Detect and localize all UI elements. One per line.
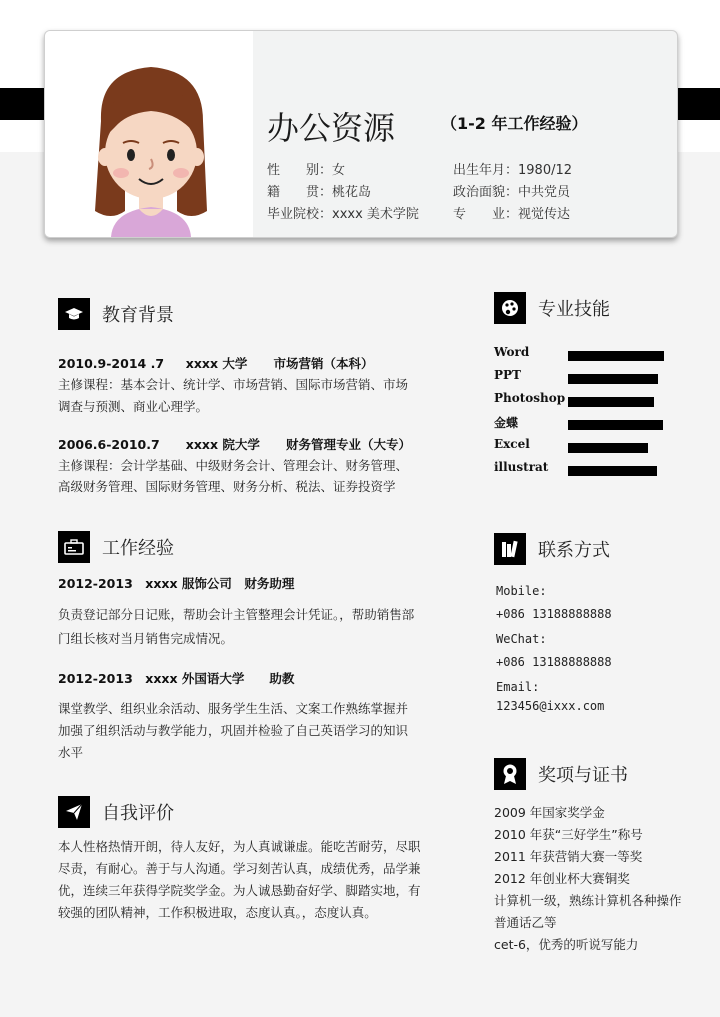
email-label: Email: bbox=[496, 680, 540, 694]
work-2-heading: 2012-2013 xxxx 外国语大学 助教 bbox=[58, 671, 295, 686]
avatar bbox=[45, 31, 253, 238]
skill-level-bar bbox=[568, 443, 648, 453]
native-row bbox=[267, 181, 371, 200]
skill-name: PPT bbox=[494, 368, 521, 382]
award-item-7: cet-6，优秀的听说写能力 bbox=[494, 937, 639, 952]
native-value: 桃花岛 bbox=[332, 185, 372, 200]
skill-row bbox=[494, 437, 674, 459]
self-eval-line-2: 尽责，有耐心。善于与人沟通。学习刻苦认真，成绩优秀，品学兼 bbox=[58, 861, 421, 876]
edu-1-line-2: 调查与预测、商业心理学。 bbox=[58, 399, 209, 414]
award-item-2: 2010 年获“三好学生”称号 bbox=[494, 827, 643, 842]
skill-name: illustrat bbox=[494, 460, 549, 474]
mobile-value: +086 13188888888 bbox=[496, 607, 612, 621]
skill-name: Word bbox=[494, 345, 530, 359]
graduation-cap-icon bbox=[58, 298, 90, 330]
award-item-1: 2009 年国家奖学金 bbox=[494, 805, 605, 820]
work-section-header bbox=[58, 531, 174, 563]
skills-section-header bbox=[494, 292, 610, 324]
self-eval-line-4: 较强的团队精神，工作积极进取，态度认真。，态度认真。 bbox=[58, 905, 377, 920]
email-value: 123456@ixxx.com bbox=[496, 699, 605, 713]
school-value: xxxx 美术学院 bbox=[332, 207, 419, 222]
self-eval-title: 自我评价 bbox=[102, 803, 174, 824]
skill-row bbox=[494, 460, 674, 482]
birth-label: 出生年月： bbox=[453, 163, 519, 178]
skill-name: Photoshop bbox=[494, 391, 566, 405]
major-label: 专 业： bbox=[453, 207, 519, 222]
work-1-line-2: 门组长核对当月销售完成情况。 bbox=[58, 631, 234, 646]
birth-value: 1980/12 bbox=[518, 163, 573, 178]
edu-1-line-1: 主修课程：基本会计、统计学、市场营销、国际市场营销、市场 bbox=[58, 377, 409, 392]
work-2-line-3: 水平 bbox=[58, 745, 84, 760]
work-1-line-1: 负责登记部分日记账，帮助会计主管整理会计凭证。，帮助销售部 bbox=[58, 607, 415, 622]
experience-years: （1-2 年工作经验） bbox=[441, 114, 588, 133]
medal-icon bbox=[494, 758, 526, 790]
work-2-line-1: 课堂教学、组织业余活动、服务学生生活、文案工作熟练掌握并 bbox=[58, 701, 409, 716]
wechat-value: +086 13188888888 bbox=[496, 655, 612, 669]
paper-plane-icon bbox=[58, 796, 90, 828]
award-item-4: 2012 年创业杯大赛铜奖 bbox=[494, 871, 630, 886]
skill-row bbox=[494, 368, 674, 390]
briefcase-icon bbox=[58, 531, 90, 563]
awards-section-header bbox=[494, 758, 628, 790]
award-item-6: 普通话乙等 bbox=[494, 915, 557, 930]
major-value: 视觉传达 bbox=[518, 207, 571, 222]
skill-name: 金蝶 bbox=[494, 416, 519, 430]
award-item-5: 计算机一级，熟练计算机各种操作 bbox=[494, 893, 682, 908]
political-value: 中共党员 bbox=[518, 185, 571, 200]
header-card bbox=[44, 30, 678, 238]
self-eval-line-1: 本人性格热情开朗，待人友好，为人真诚谦虚。能吃苦耐劳，尽职 bbox=[58, 839, 421, 854]
contact-section-header bbox=[494, 533, 610, 565]
major-row bbox=[453, 203, 570, 222]
skill-level-bar bbox=[568, 420, 663, 430]
school-row bbox=[267, 203, 419, 222]
edu-1-school: xxxx 大学 bbox=[185, 356, 248, 371]
skills-title: 专业技能 bbox=[538, 299, 610, 320]
gender-label: 性 别： bbox=[267, 163, 333, 178]
edu-1-major: 市场营销（本科） bbox=[273, 356, 374, 371]
political-row bbox=[453, 181, 570, 200]
work-title: 工作经验 bbox=[102, 538, 174, 559]
edu-2-major: 财务管理专业（大专） bbox=[286, 437, 412, 452]
skill-level-bar bbox=[568, 397, 654, 407]
awards-title: 奖项与证书 bbox=[538, 765, 628, 786]
award-item-3: 2011 年获营销大赛一等奖 bbox=[494, 849, 643, 864]
political-label: 政治面貌： bbox=[453, 185, 519, 200]
books-icon bbox=[494, 533, 526, 565]
edu-2-period: 2006.6-2010.7 bbox=[58, 437, 160, 452]
gender-row bbox=[267, 159, 345, 178]
skill-name: Excel bbox=[494, 437, 530, 451]
gender-value: 女 bbox=[332, 163, 346, 178]
self-eval-section-header bbox=[58, 796, 174, 828]
birth-row bbox=[453, 159, 572, 178]
work-1-heading: 2012-2013 xxxx 服饰公司 财务助理 bbox=[58, 576, 295, 591]
work-2-line-2: 加强了组织活动与教学能力，巩固并检验了自己英语学习的知识 bbox=[58, 723, 409, 738]
candidate-name: 办公资源 bbox=[267, 109, 396, 147]
education-section-header bbox=[58, 298, 174, 330]
native-label: 籍 贯： bbox=[267, 185, 333, 200]
skill-level-bar bbox=[568, 466, 657, 476]
edu-2-school: xxxx 院大学 bbox=[185, 437, 260, 452]
edu-2-line-2: 高级财务管理、国际财务管理、财务分析、税法、证券投资学 bbox=[58, 479, 396, 494]
avatar-illustration-icon bbox=[81, 61, 221, 237]
education-entry-1-heading bbox=[58, 353, 374, 375]
skill-row bbox=[494, 345, 674, 367]
contact-title: 联系方式 bbox=[538, 540, 610, 561]
education-entry-2-heading bbox=[58, 434, 411, 456]
edu-2-line-1: 主修课程：会计学基础、中级财务会计、管理会计、财务管理、 bbox=[58, 458, 409, 473]
edu-1-period: 2010.9-2014 .7 bbox=[58, 356, 165, 371]
skill-row bbox=[494, 414, 674, 436]
school-label: 毕业院校： bbox=[267, 207, 333, 222]
skill-level-bar bbox=[568, 351, 664, 361]
palette-icon bbox=[494, 292, 526, 324]
skill-row bbox=[494, 391, 674, 413]
education-title: 教育背景 bbox=[102, 305, 174, 326]
skill-level-bar bbox=[568, 374, 658, 384]
mobile-label: Mobile: bbox=[496, 584, 547, 598]
self-eval-line-3: 优，连续三年获得学院奖学金。为人诚恳勤奋好学、脚踏实地，有 bbox=[58, 883, 421, 898]
wechat-label: WeChat: bbox=[496, 632, 547, 646]
